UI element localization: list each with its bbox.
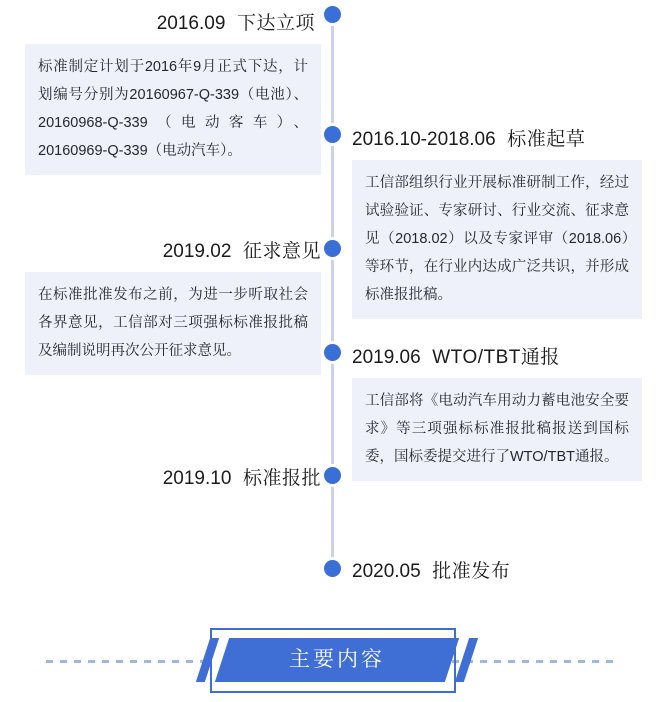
timeline-entry-1-body: 标准制定计划于2016年9月正式下达，计划编号分别为20160967-Q-339（电池）、20160968-Q-339（电动客车）、20160969-Q-339（电动汽车）。 — [25, 44, 321, 175]
timeline-entry-5-title — [25, 463, 321, 490]
timeline-entry-4-body: 工信部将《电动汽车用动力蓄电池安全要求》等三项强标标准报批稿报送到国标委，国标委提交进行了WTO/TBT通报。 — [352, 378, 642, 481]
timeline-entry-1-label: 下达立项 — [236, 13, 315, 34]
timeline-node-5 — [324, 467, 341, 484]
timeline-entry-5 — [25, 463, 321, 490]
timeline-entry-4 — [352, 342, 642, 481]
timeline-axis — [331, 14, 334, 576]
timeline-entry-6-label: 批准发布 — [432, 561, 511, 582]
timeline-entry-4-date: 2019.06 — [352, 347, 421, 368]
timeline-node-4 — [324, 344, 341, 361]
timeline-entry-3-body: 在标准批准发布之前，为进一步听取社会各界意见，工信部对三项强标标准报批稿及编制说明再次公开征求意见。 — [25, 272, 321, 375]
timeline-entry-5-date: 2019.10 — [162, 468, 232, 489]
timeline-entry-3-label: 征求意见 — [242, 241, 321, 262]
timeline-entry-2-date: 2016.10-2018.06 — [352, 129, 496, 150]
timeline-entry-1-title — [25, 8, 321, 35]
timeline-node-6 — [324, 560, 341, 577]
banner-dotted-line-right — [452, 660, 620, 663]
timeline-entry-2-body: 工信部组织行业开展标准研制工作，经过试验验证、专家研讨、行业交流、征求意见（2018.02）以及专家评审（2018.06）等环节，在行业内达成广泛共识，并形成标准报批稿。 — [352, 160, 642, 319]
banner-label: 主要内容 — [289, 648, 385, 671]
timeline-entry-2-label: 标准起草 — [507, 129, 586, 150]
timeline-node-2 — [324, 126, 341, 143]
timeline-entry-4-label: WTO/TBT通报 — [432, 347, 560, 368]
timeline-entry-4-title — [352, 342, 642, 369]
timeline-entry-1 — [25, 8, 321, 175]
section-banner — [0, 608, 666, 702]
timeline-entry-5-label: 标准报批 — [242, 468, 321, 489]
timeline-node-3 — [324, 240, 341, 257]
timeline-entry-6-title — [352, 556, 642, 583]
timeline-entry-6 — [352, 556, 642, 583]
timeline-node-1 — [324, 6, 341, 23]
timeline-entry-6-date: 2020.05 — [352, 561, 421, 582]
timeline-entry-2 — [352, 124, 642, 319]
timeline-entry-3-date: 2019.02 — [162, 241, 232, 262]
timeline-entry-1-date: 2016.09 — [156, 13, 226, 34]
timeline-entry-3 — [25, 236, 321, 375]
banner-dotted-line-left — [46, 660, 214, 663]
timeline-entry-3-title — [25, 236, 321, 263]
timeline-entry-2-title — [352, 124, 642, 151]
